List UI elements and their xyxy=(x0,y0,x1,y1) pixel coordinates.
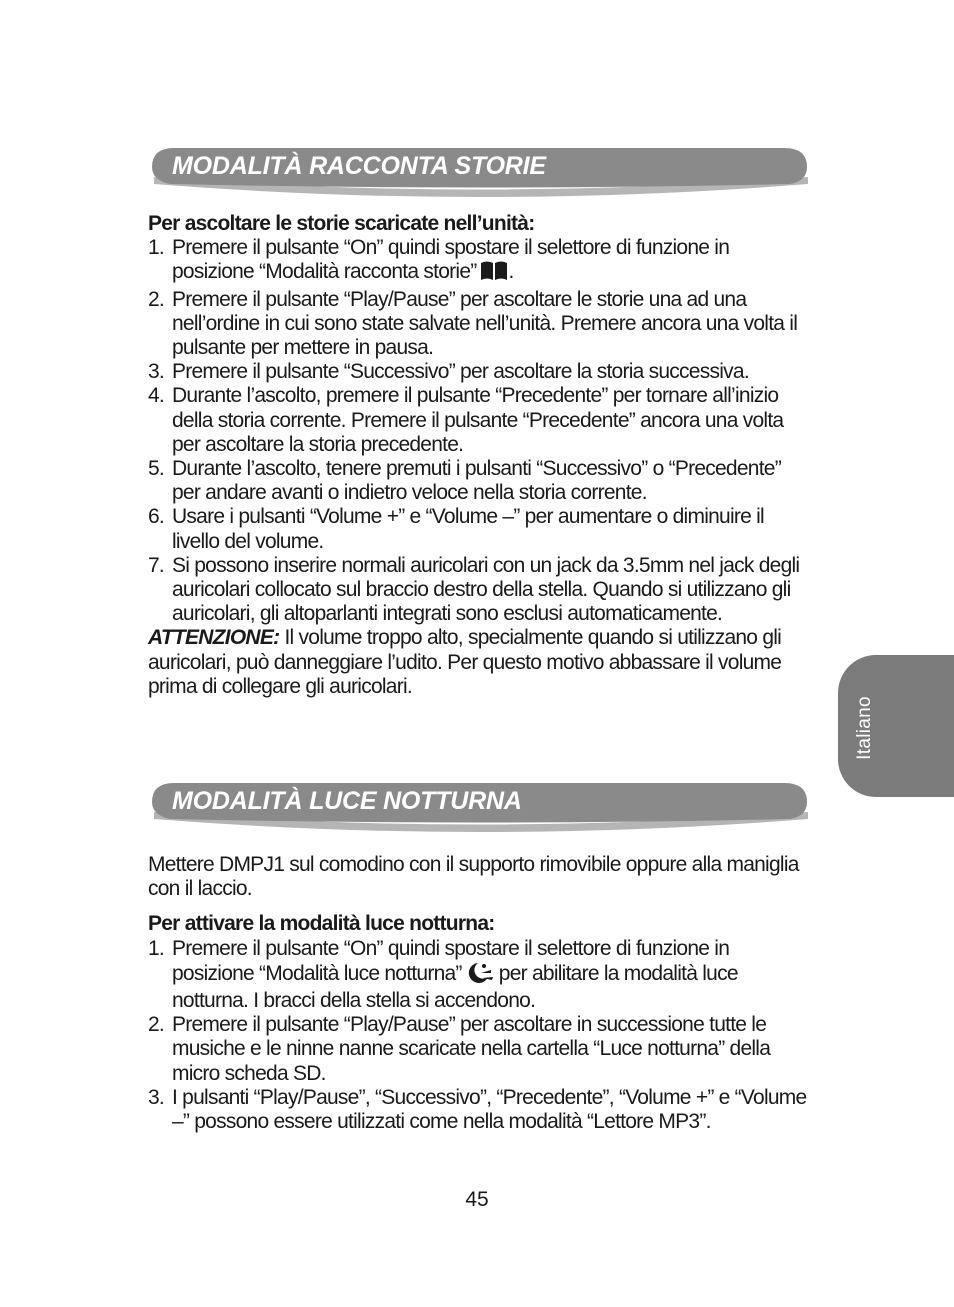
night-light-steps xyxy=(148,937,813,1135)
list-item xyxy=(148,384,813,457)
night-light-section-body xyxy=(148,853,813,1134)
item-number: 6. xyxy=(148,505,165,529)
list-item xyxy=(148,1013,813,1086)
section-title: MODALITÀ LUCE NOTTURNA xyxy=(172,787,522,815)
warning-paragraph xyxy=(148,626,813,699)
item-text: Durante l’ascolto, premere il pulsante “Precedente” per tornare all’inizio della storia corrente. Premere il pulsante “Precedente” ancora una volta per ascoltare la storia precedente. xyxy=(172,384,784,456)
warning-text: Il volume troppo alto, specialmente quando si utilizzano gli auricolari, può danneggiare l’udito. Per questo motivo abbassare il volume prima di collegare gli auricolari. xyxy=(148,626,782,698)
list-item xyxy=(148,554,813,627)
item-number: 3. xyxy=(148,1085,165,1109)
item-number: 4. xyxy=(148,384,165,408)
item-text: Usare i pulsanti “Volume +” e “Volume –” per aumentare o diminuire il livello del volume. xyxy=(172,505,764,553)
item-number: 3. xyxy=(148,360,165,384)
item-text: Premere il pulsante “Play/Pause” per ascoltare in successione tutte le musiche e le ninne nanne scaricate nella cartella “Luce notturna” della micro scheda SD. xyxy=(172,1013,771,1085)
storytelling-subheading: Per ascoltare le storie scaricate nell’unità: xyxy=(148,212,535,235)
item-text: Premere il pulsante “Successivo” per ascoltare la storia successiva. xyxy=(172,360,749,384)
section-banner-storytelling xyxy=(150,147,810,199)
item-text: I pulsanti “Play/Pause”, “Successivo”, “Precedente”, “Volume +” e “Volume –” possono essere utilizzati come nella modalità “Lettore MP3”. xyxy=(172,1085,807,1134)
open-book-icon xyxy=(479,260,509,287)
item-text: Premere il pulsante “On” quindi spostare il selettore di funzione in posizione “Modalità luce notturna” xyxy=(172,936,730,985)
item-number: 5. xyxy=(148,457,165,481)
item-text: Durante l’ascolto, tenere premuti i pulsanti “Successivo” o “Precedente” per andare avanti o indietro veloce nella storia corrente. xyxy=(172,457,781,505)
section-banner-night-light xyxy=(150,782,810,834)
item-text-end: . xyxy=(508,260,514,284)
page-number: 45 xyxy=(465,1188,489,1211)
item-number: 2. xyxy=(148,1013,165,1037)
list-item xyxy=(148,288,813,361)
section-title: MODALITÀ RACCONTA STORIE xyxy=(172,152,546,180)
language-tab-label: Italiano xyxy=(854,696,875,760)
list-item xyxy=(148,457,813,505)
night-light-moon-icon xyxy=(464,961,494,989)
storytelling-steps xyxy=(148,236,813,626)
night-light-subheading: Per attivare la modalità luce notturna: xyxy=(148,912,495,936)
list-item xyxy=(148,937,813,1014)
list-item xyxy=(148,360,813,384)
night-light-intro: Mettere DMPJ1 sul comodino con il supporto rimovibile oppure alla maniglia con il laccio. xyxy=(148,853,799,901)
list-item xyxy=(148,1086,813,1134)
item-text: Premere il pulsante “On” quindi spostare il selettore di funzione in posizione “Modalità racconta storie” xyxy=(172,236,730,284)
item-number: 1. xyxy=(148,936,165,960)
item-text-end: per abilitare la modalità luce notturna. I bracci della stella si accendono. xyxy=(172,961,738,1013)
item-number: 7. xyxy=(148,553,165,577)
item-text: Premere il pulsante “Play/Pause” per ascoltare le storie una ad una nell’ordine in cui sono state salvate nell’unità. Premere ancora una volta il pulsante per mettere in pausa. xyxy=(172,287,798,360)
item-number: 1. xyxy=(148,236,165,260)
warning-label: ATTENZIONE: xyxy=(148,626,280,650)
item-number: 2. xyxy=(148,287,165,311)
list-item xyxy=(148,236,813,287)
storytelling-section-body xyxy=(148,212,813,699)
item-text: Si possono inserire normali auricolari con un jack da 3.5mm nel jack degli auricolari collocato sul braccio destro della stella. Quando si utilizzano gli auricolari, gli altoparlanti integrati sono esclusi automaticamente. xyxy=(172,553,800,626)
list-item xyxy=(148,505,813,553)
